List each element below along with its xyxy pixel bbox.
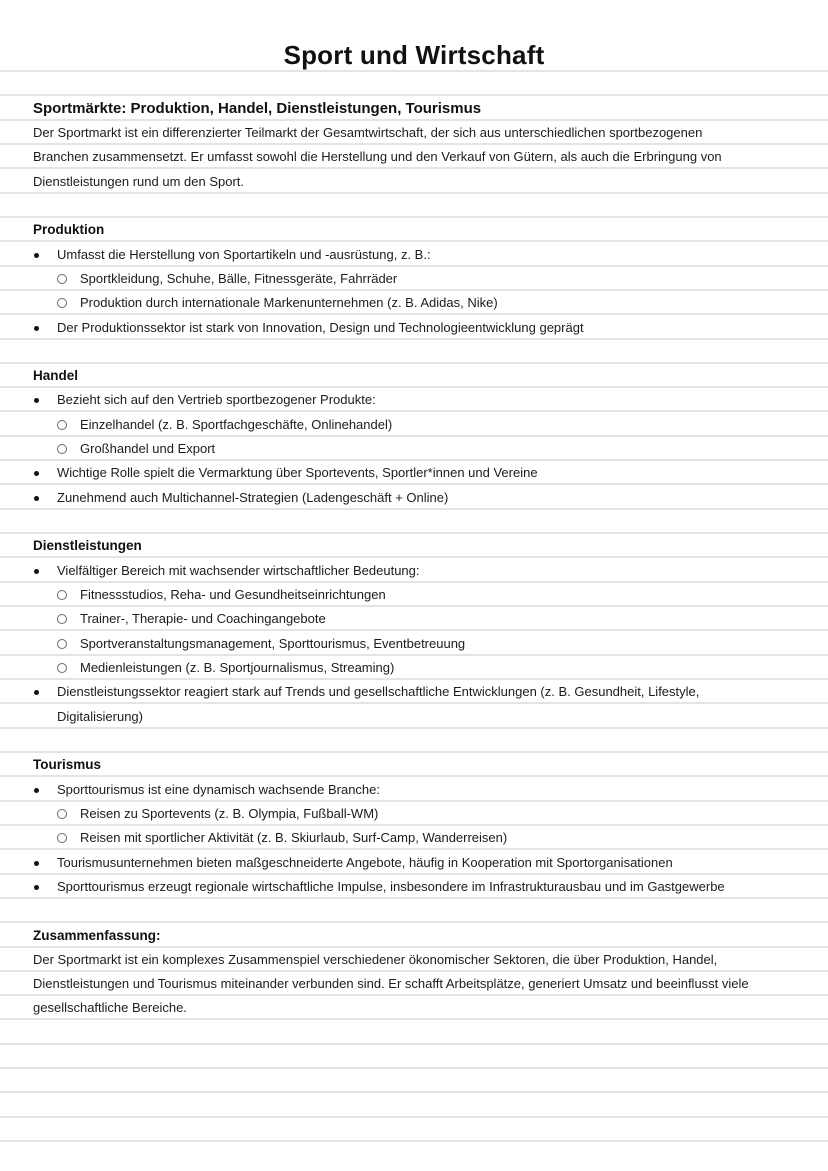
list-item-text: Einzelhandel (z. B. Sportfachgeschäfte, Onlinehandel) [80, 417, 393, 432]
paragraph-text: Dienstleistungen rund um den Sport. [33, 174, 245, 189]
list-item [0, 850, 828, 874]
list-item-text: Digitalisierung) [57, 709, 143, 724]
section-heading-zusammenfassung [0, 923, 828, 947]
ruled-line [0, 1116, 828, 1118]
bullet-circle-icon [57, 809, 67, 819]
paragraph-text: Dienstleistungen und Tourismus miteinander verbunden sind. Er schafft Arbeitsplätze, generiert Umsatz und beeinflusst viele [33, 976, 749, 991]
bullet-dot-icon [34, 861, 39, 866]
section-heading-tourismus [0, 752, 828, 776]
list-item [0, 242, 828, 266]
paragraph-text: gesellschaftliche Bereiche. [33, 1000, 187, 1015]
sub-list-item [0, 606, 828, 630]
paragraph-line [0, 995, 828, 1019]
paragraph-text: Der Sportmarkt ist ein differenzierter Teilmarkt der Gesamtwirtschaft, der sich aus unterschiedlichen sportbezogenen [33, 125, 703, 140]
list-item-text: Vielfältiger Bereich mit wachsender wirtschaftlicher Bedeutung: [57, 563, 420, 578]
bullet-circle-icon [57, 444, 67, 454]
list-item [0, 558, 828, 582]
heading-text: Sportmärkte: Produktion, Handel, Dienstleistungen, Tourismus [33, 100, 482, 117]
sub-list-item [0, 631, 828, 655]
list-item-text: Trainer-, Therapie- und Coachingangebote [80, 611, 326, 626]
list-item [0, 387, 828, 411]
list-item-text: Großhandel und Export [80, 441, 216, 456]
list-item-text: Sporttourismus erzeugt regionale wirtschaftliche Impulse, insbesondere im Infrastrukturausbau und im Gastgewerbe [57, 879, 725, 894]
bullet-circle-icon [57, 274, 67, 284]
sub-list-item [0, 436, 828, 460]
sub-list-item [0, 266, 828, 290]
paragraph-line [0, 947, 828, 971]
sub-list-item [0, 412, 828, 436]
list-item-text: Sporttourismus ist eine dynamisch wachsende Branche: [57, 782, 380, 797]
list-item-text: Sportveranstaltungsmanagement, Sporttourismus, Eventbetreuung [80, 636, 466, 651]
heading-text: Tourismus [33, 757, 102, 772]
list-item-text: Sportkleidung, Schuhe, Bälle, Fitnessgeräte, Fahrräder [80, 271, 398, 286]
list-item-text: Reisen zu Sportevents (z. B. Olympia, Fußball-WM) [80, 806, 379, 821]
page-title: Sport und Wirtschaft [283, 40, 545, 70]
list-item-text: Bezieht sich auf den Vertrieb sportbezogener Produkte: [57, 392, 376, 407]
ruled-line [0, 1091, 828, 1093]
list-item-text: Umfasst die Herstellung von Sportartikeln und -ausrüstung, z. B.: [57, 247, 431, 262]
list-item [0, 874, 828, 898]
section-heading-sportmaerkte [0, 96, 828, 120]
ruled-line [0, 1140, 828, 1142]
heading-text: Produktion [33, 222, 105, 237]
bullet-circle-icon [57, 833, 67, 843]
list-item-text: Dienstleistungssektor reagiert stark auf Trends und gesellschaftliche Entwicklungen (z. B. Gesundheit, Lifestyle, [57, 684, 700, 699]
bullet-dot-icon [34, 690, 39, 695]
sub-list-item [0, 825, 828, 849]
list-item-text: Wichtige Rolle spielt die Vermarktung über Sportevents, Sportler*innen und Vereine [57, 465, 538, 480]
sub-list-item [0, 582, 828, 606]
bullet-dot-icon [34, 885, 39, 890]
bullet-dot-icon [34, 471, 39, 476]
bullet-circle-icon [57, 614, 67, 624]
paragraph-text: Branchen zusammensetzt. Er umfasst sowohl die Herstellung und den Verkauf von Gütern, als auch die Erbringung von [33, 149, 722, 164]
list-item [0, 777, 828, 801]
bullet-dot-icon [34, 253, 39, 258]
section-heading-handel [0, 363, 828, 387]
list-item-text: Zunehmend auch Multichannel-Strategien (Ladengeschäft + Online) [57, 490, 449, 505]
list-item [0, 315, 828, 339]
heading-text: Zusammenfassung: [33, 928, 161, 943]
bullet-circle-icon [57, 298, 67, 308]
list-item-text: Der Produktionssektor ist stark von Innovation, Design und Technologieentwicklung geprägt [57, 320, 584, 335]
heading-text: Handel [33, 368, 79, 383]
list-item-text: Tourismusunternehmen bieten maßgeschneiderte Angebote, häufig in Kooperation mit Sportorganisationen [57, 855, 673, 870]
bullet-dot-icon [34, 326, 39, 331]
paragraph-text: Der Sportmarkt ist ein komplexes Zusammenspiel verschiedener ökonomischer Sektoren, die über Produktion, Handel, [33, 952, 718, 967]
sub-list-item [0, 801, 828, 825]
bullet-circle-icon [57, 639, 67, 649]
bullet-dot-icon [34, 496, 39, 501]
list-item [0, 485, 828, 509]
bullet-dot-icon [34, 398, 39, 403]
sub-list-item [0, 655, 828, 679]
section-heading-produktion [0, 217, 828, 241]
list-item-text: Fitnessstudios, Reha- und Gesundheitseinrichtungen [80, 587, 386, 602]
paragraph-line [0, 971, 828, 995]
paragraph-line [0, 120, 828, 144]
list-item [0, 679, 828, 703]
bullet-circle-icon [57, 420, 67, 430]
heading-text: Dienstleistungen [33, 538, 142, 553]
bullet-dot-icon [34, 788, 39, 793]
section-heading-dienstleistungen [0, 533, 828, 557]
paragraph-line [0, 144, 828, 168]
ruled-line [0, 1043, 828, 1045]
bullet-circle-icon [57, 663, 67, 673]
list-item-text: Medienleistungen (z. B. Sportjournalismus, Streaming) [80, 660, 395, 675]
bullet-dot-icon [34, 569, 39, 574]
ruled-line [0, 1067, 828, 1069]
bullet-circle-icon [57, 590, 67, 600]
list-item-text: Reisen mit sportlicher Aktivität (z. B. Skiurlaub, Surf-Camp, Wanderreisen) [80, 830, 508, 845]
sub-list-item [0, 290, 828, 314]
list-item [0, 460, 828, 484]
paragraph-line [0, 169, 828, 193]
list-item-text: Produktion durch internationale Markenunternehmen (z. B. Adidas, Nike) [80, 295, 498, 310]
list-item-continuation [0, 704, 828, 728]
